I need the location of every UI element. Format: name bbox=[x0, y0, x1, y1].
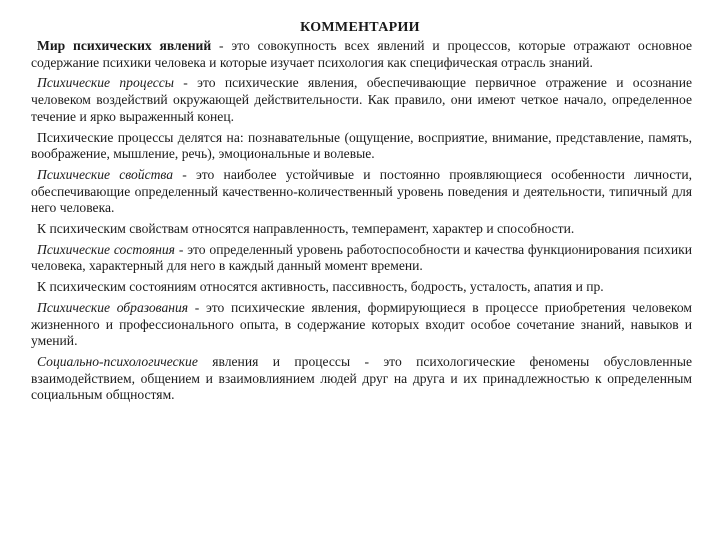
paragraph-mental-processes bbox=[31, 75, 692, 125]
paragraph-text: - это психические явления, формирующиеся в процессе приобретения человеком жизненного и профессионального опыта, в содержание которых входит особое сочетание знаний, навыков и умений. bbox=[31, 299, 692, 349]
paragraph-text: К психическим свойствам относятся направленность, темперамент, характер и способности. bbox=[37, 221, 575, 237]
paragraph-mental-states bbox=[31, 242, 692, 275]
paragraph-text: Психические процессы делятся на: познавательные (ощущение, восприятие, внимание, представление, память, воображение, мышление, речь), эмоциональные и волевые. bbox=[31, 129, 692, 162]
term-mental-formations: Психические образования bbox=[37, 299, 189, 315]
term-mental-phenomena: Мир психических явлений bbox=[37, 38, 212, 53]
paragraph-text: - это определенный уровень работоспособности и качества функционирования психики человека, характерный для него в каждый данный момент времени. bbox=[31, 241, 693, 274]
term-mental-states: Психические состояния bbox=[37, 241, 176, 257]
paragraph-text: К психическим состояниям относятся активность, пассивность, бодрость, усталость, апатия и пр. bbox=[37, 279, 604, 295]
paragraph-properties-list bbox=[31, 221, 692, 238]
paragraph-text: - это совокупность всех явлений и процессов, которые отражают основное содержание психики человека и которые изучает психология как специфическая отрасль знаний. bbox=[31, 38, 692, 70]
paragraph-states-list bbox=[31, 279, 692, 296]
paragraph-mental-phenomena bbox=[31, 38, 692, 71]
term-socio-psychological: Социально-психологические bbox=[37, 353, 198, 369]
document-body bbox=[31, 38, 692, 408]
term-mental-properties: Психические свойства bbox=[37, 166, 174, 182]
paragraph-mental-formations bbox=[31, 300, 692, 350]
paragraph-processes-types bbox=[31, 130, 692, 163]
term-mental-processes: Психические процессы bbox=[37, 75, 174, 91]
paragraph-mental-properties bbox=[31, 167, 692, 217]
page-title: КОММЕНТАРИИ bbox=[300, 20, 420, 35]
paragraph-text: - это психические явления, обеспечивающие первичное отражение и осознание человеком воздействий окружающей действительности. Как правило, они имеют четкое начало, определенное течение и ярко выраженный конец. bbox=[31, 75, 692, 124]
paragraph-text: - это наиболее устойчивые и постоянно проявляющиеся особенности личности, обеспечивающие определенный качественно-количественный уровень поведения и деятельности, типичный для него человека. bbox=[31, 166, 692, 216]
paragraph-socio-psychological bbox=[31, 354, 692, 404]
paragraph-text: явления и процессы - это психологические феномены обусловленные взаимодействием, общением и взаимовлиянием людей друг на друга и их принадлежностью к определенным социальным общностям. bbox=[31, 353, 692, 403]
